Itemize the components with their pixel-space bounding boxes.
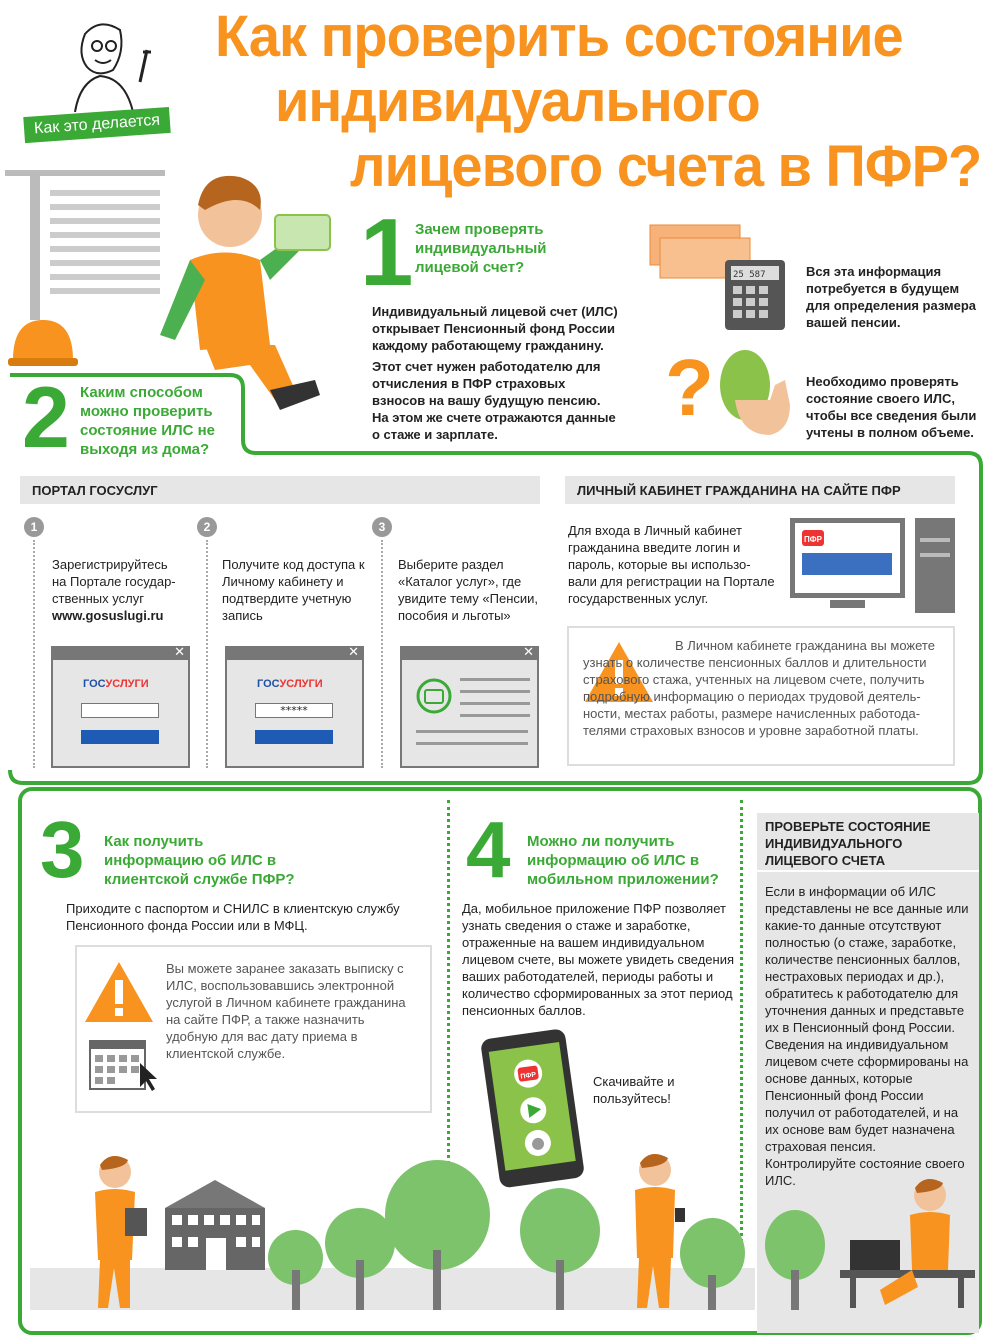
section-1-info-1: Вся эта информация потребуется в будущем для определения размера вашей пенсии. (806, 264, 976, 330)
section-3-warning-text: Вы можете заранее заказать выписку с ИЛС, воспользовавшись электронной услугой в Личном кабинете гражданина на сайте ПФР, а также назначить удобную для вас дату приема в клиентской службе. (166, 961, 406, 1061)
section-3-question: Как получить информацию об ИЛС в клиентской службе ПФР? (104, 833, 295, 888)
password-input[interactable]: ***** (255, 703, 333, 718)
worker-with-phone-illustration (615, 1148, 705, 1313)
building-icon (160, 1180, 270, 1270)
services-catalog-window (400, 646, 539, 768)
pfr-cabinet-header: ЛИЧНЫЙ КАБИНЕТ ГРАЖДАНИНА НА САЙТЕ ПФР (565, 476, 955, 504)
gosuslugi-password-window (225, 646, 364, 768)
smartphone-icon (475, 1028, 595, 1188)
wallet-icon (414, 676, 454, 716)
computer-monitor-icon (790, 518, 960, 613)
section-1-text-2: Этот счет нужен работодателю для отчисления в ПФР страховых взносов на вашу будущую пенсию. На этом же счете отражаются данные о стаже и зарплате. (372, 359, 616, 442)
close-icon[interactable]: ✕ (523, 645, 534, 660)
section-4-text: Да, мобильное приложение ПФР позволяет узнать сведения о стаже и заработке, отраженные на вашем индивидуальном лицевом счете, вы можете увидеть сведения ваших работодателей, периоды работы и количество сформированных за этот период пенсионных баллов. (462, 901, 735, 1018)
login-button[interactable] (81, 730, 159, 744)
gosuslugi-link[interactable]: www.gosuslugi.ru (52, 608, 164, 623)
title-line-1: Как проверить состояние (215, 2, 903, 69)
title-line-3: лицевого счета в ПФР? (350, 132, 982, 199)
section-2-number: 2 (22, 370, 70, 466)
svg-text:?: ? (665, 343, 714, 432)
warning-icon (83, 960, 155, 1024)
worker-on-bench-illustration (840, 1175, 975, 1310)
worker-with-document-illustration (70, 1150, 160, 1310)
section-3-number: 3 (40, 805, 85, 894)
mascot-sketch-icon (55, 12, 165, 122)
section-1-question: Зачем проверять индивидуальный лицевой счет? (415, 221, 547, 276)
pfr-warning-text: В Личном кабинете гражданина вы можете узнать о количестве пенсионных баллов и длительности страхового стажа, учтенных на лицевом счете, получить подробную информацию о периодах трудовой деятель-ности, местах работы, размере начисленных работода-телями страховых взносов и уровне заработной платы. (583, 638, 935, 738)
section-3-text: Приходите с паспортом и СНИЛС в клиентскую службу Пенсионного фонда России или в МФЦ. (66, 901, 400, 933)
login-input[interactable] (81, 703, 159, 718)
section-4-question: Можно ли получить информацию об ИЛС в мобильном приложении? (527, 833, 719, 888)
confirm-button[interactable] (255, 730, 333, 744)
step-3-divider (381, 540, 383, 768)
gosuslugi-header: ПОРТАЛ ГОСУСЛУГ (20, 476, 540, 504)
section-4-number: 4 (466, 805, 511, 894)
step-1-badge: 1 (24, 517, 44, 537)
close-icon[interactable]: ✕ (348, 645, 359, 660)
title-line-2: индивидуального (275, 67, 760, 134)
close-icon[interactable]: ✕ (174, 645, 185, 660)
step-3-text: Выберите раздел «Каталог услуг», где увидите тему «Пенсии, пособия и льготы» (398, 557, 539, 623)
step-1-text: Зарегистрируйтесь на Портале государ-ственных услуг (52, 557, 176, 606)
section-2-question: Каким способом можно проверить состояние ИЛС не выходя из дома? (80, 384, 216, 458)
gosuslugi-logo: ГОСУСЛУГИ (83, 678, 149, 690)
calendar-icon (88, 1035, 158, 1095)
step-2-badge: 2 (197, 517, 217, 537)
pfr-login-text: Для входа в Личный кабинет гражданина введите логин и пароль, которые вы использо-вали для регистрации на Портале государственных услуг. (568, 523, 775, 606)
step-1-divider (33, 540, 35, 768)
gosuslugi-login-window (51, 646, 190, 768)
app-logo: ПФР (520, 1071, 537, 1081)
step-2-divider (206, 540, 208, 768)
section-1-text-1: Индивидуальный лицевой счет (ИЛС) открывает Пенсионный фонд России каждому работающему гражданину. (372, 304, 618, 353)
calculator-display: 25 587 (733, 270, 766, 280)
download-text: Скачивайте и пользуйтесь! (593, 1074, 675, 1106)
check-panel-header: ПРОВЕРЬТЕ СОСТОЯНИЕ ИНДИВИДУАЛЬНОГО ЛИЦЕВОГО СЧЕТА (765, 819, 931, 868)
step-2-text: Получите код доступа к Личному кабинету и подтвердите учетную запись (222, 557, 365, 623)
section-divider (740, 800, 743, 1290)
section-1-number: 1 (360, 199, 414, 306)
step-3-badge: 3 (372, 517, 392, 537)
section-1-info-2: Необходимо проверять состояние своего ИЛС, чтобы все сведения были учтены в полном объеме. (806, 374, 977, 440)
pfr-logo: ПФР (804, 535, 822, 544)
money-calculator-icon (645, 220, 795, 330)
how-it-works-tag: Как это делается (23, 107, 171, 143)
check-panel-text: Если в информации об ИЛС представлены не все данные или какие-то данные отсутствуют полностью (о стаже, заработке, количестве пенсионных баллов, нестраховых периодах и др.), обратитесь к работодателю для уточнения данных и представьте их в Пенсионный фонд России. Сведения на индивидуальном лицевом счете сформированы на основе данных, которые Пенсионный фонд России получил от работодателей, и на их основе вам будет назначена страховая пенсия. Контролируйте состояние своего ИЛС. (765, 884, 969, 1188)
gosuslugi-logo: ГОСУСЛУГИ (257, 678, 323, 690)
